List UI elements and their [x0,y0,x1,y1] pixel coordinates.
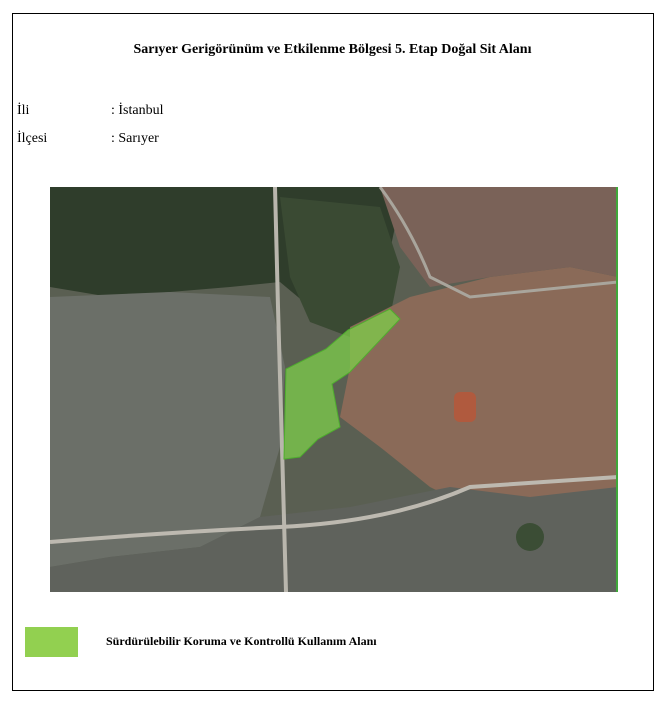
province-label: İli [17,103,30,118]
legend-swatch [25,627,78,657]
legend-label: Sürdürülebilir Koruma ve Kontrollü Kullanım Alanı [106,634,377,648]
district-value: : Sarıyer [111,131,159,146]
satellite-map [50,187,618,592]
district-label: İlçesi [17,131,48,146]
page-title: Sarıyer Gerigörünüm ve Etkilenme Bölgesi 5. Etap Doğal Sit Alanı [133,42,532,57]
map-border-line [616,187,618,592]
province-value: : İstanbul [111,103,164,118]
